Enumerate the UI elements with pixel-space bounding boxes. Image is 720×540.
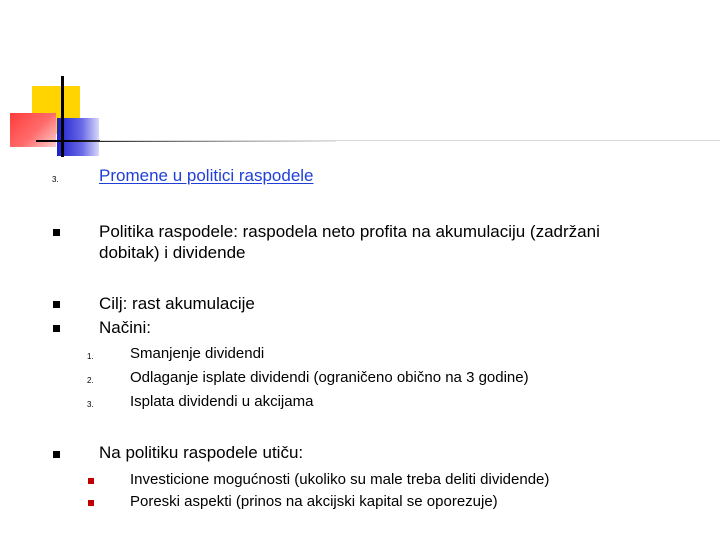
list-number: 1. <box>87 352 94 361</box>
bullet-text-1-line2: dobitak) i dividende <box>99 243 246 262</box>
influence-item-1: Investicione mogućnosti (ukoliko su male treba deliti dividende) <box>130 471 550 488</box>
influence-item-2: Poreski aspekti (prinos na akcijski kapital se oporezuje) <box>130 493 498 510</box>
bullet-square-icon <box>53 301 60 308</box>
title-rule <box>100 140 720 141</box>
bullet-square-icon <box>53 229 60 236</box>
bullet-text-1-line1: Politika raspodele: raspodela neto profita na akumulaciju (zadržani <box>99 222 600 241</box>
bullet-text-2: Cilj: rast akumulacije <box>99 294 255 313</box>
bullet-square-icon <box>53 325 60 332</box>
slide-number: 3. <box>52 175 59 184</box>
way-item-2: Odlaganje isplate dividendi (ograničeno obično na 3 godine) <box>130 369 529 386</box>
way-item-3: Isplata dividendi u akcijama <box>130 393 314 410</box>
slide-title[interactable]: Promene u politici raspodele <box>99 166 314 185</box>
bullet-square-icon <box>53 451 60 458</box>
sub-bullet-square-icon <box>88 478 94 484</box>
bullet-text-3: Načini: <box>99 318 151 337</box>
way-item-1: Smanjenje dividendi <box>130 345 265 362</box>
list-number: 3. <box>87 400 94 409</box>
sub-bullet-square-icon <box>88 500 94 506</box>
influence-heading: Na politiku raspodele utiču: <box>99 443 304 462</box>
logo-vertical-line <box>61 76 64 157</box>
list-number: 2. <box>87 376 94 385</box>
